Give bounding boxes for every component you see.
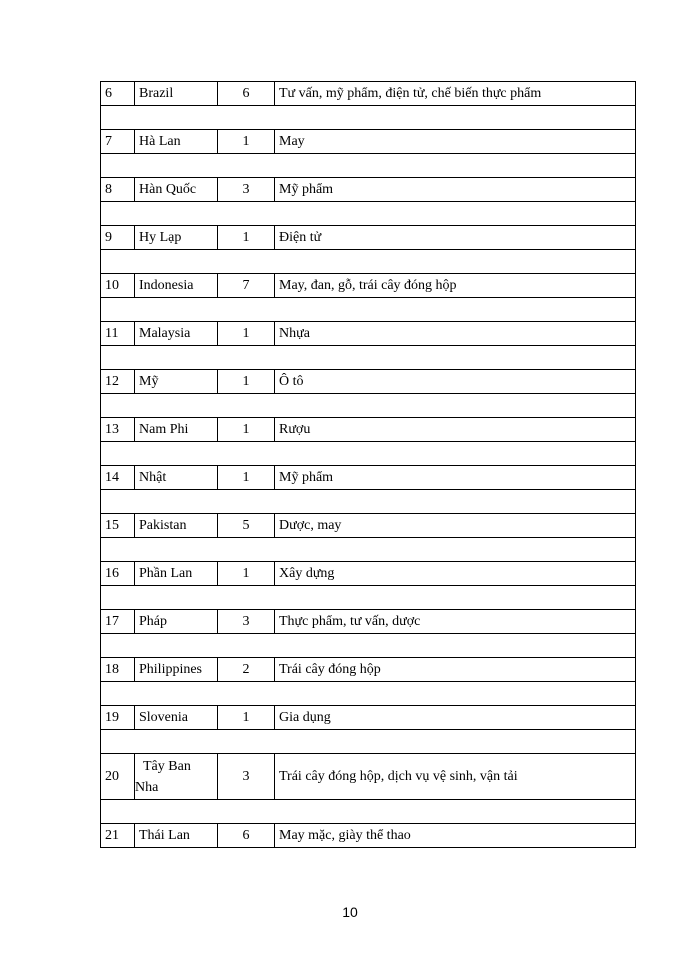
industry-field: Dược, may — [275, 514, 636, 538]
table-row — [101, 370, 636, 394]
industry-field: Xây dựng — [275, 562, 636, 586]
spacer-row — [101, 202, 636, 226]
country-name: Pakistan — [135, 514, 218, 538]
spacer-row — [101, 106, 636, 130]
page-number: 10 — [342, 904, 358, 920]
spacer-row — [101, 682, 636, 706]
company-count: 5 — [218, 514, 275, 538]
row-number: 19 — [101, 706, 135, 730]
country-name: Slovenia — [135, 706, 218, 730]
table-row — [101, 226, 636, 250]
industry-field: Trái cây đóng hộp, dịch vụ vệ sinh, vận tải — [275, 754, 636, 800]
company-count: 6 — [218, 824, 275, 848]
row-number: 7 — [101, 130, 135, 154]
company-count: 1 — [218, 418, 275, 442]
row-number: 8 — [101, 178, 135, 202]
country-name — [135, 754, 218, 800]
company-count: 1 — [218, 370, 275, 394]
row-number: 6 — [101, 82, 135, 106]
industry-field: Rượu — [275, 418, 636, 442]
company-count: 1 — [218, 562, 275, 586]
country-name: Indonesia — [135, 274, 218, 298]
table-row — [101, 754, 636, 800]
country-name: Nhật — [135, 466, 218, 490]
table-row — [101, 274, 636, 298]
table-row — [101, 466, 636, 490]
industry-field: Mỹ phẩm — [275, 466, 636, 490]
table-row — [101, 178, 636, 202]
company-count: 2 — [218, 658, 275, 682]
row-number: 20 — [101, 754, 135, 800]
spacer-row — [101, 586, 636, 610]
industry-field: May, đan, gỗ, trái cây đóng hộp — [275, 274, 636, 298]
table-row — [101, 322, 636, 346]
table-row — [101, 514, 636, 538]
industry-field: Điện tử — [275, 226, 636, 250]
country-name: Mỹ — [135, 370, 218, 394]
table-row — [101, 562, 636, 586]
industry-field: Nhựa — [275, 322, 636, 346]
row-number: 17 — [101, 610, 135, 634]
company-count: 1 — [218, 130, 275, 154]
company-count: 3 — [218, 178, 275, 202]
industry-field: Tư vấn, mỹ phẩm, điện tử, chế biến thực phẩm — [275, 82, 636, 106]
country-name: Thái Lan — [135, 824, 218, 848]
table-row — [101, 418, 636, 442]
table-row — [101, 706, 636, 730]
country-name: Hàn Quốc — [135, 178, 218, 202]
row-number: 18 — [101, 658, 135, 682]
country-name: Philippines — [135, 658, 218, 682]
row-number: 14 — [101, 466, 135, 490]
table-row — [101, 658, 636, 682]
spacer-row — [101, 634, 636, 658]
country-name: Hà Lan — [135, 130, 218, 154]
company-count: 6 — [218, 82, 275, 106]
industry-field: May mặc, giày thể thao — [275, 824, 636, 848]
company-count: 3 — [218, 610, 275, 634]
row-number: 15 — [101, 514, 135, 538]
row-number: 10 — [101, 274, 135, 298]
industry-field: Mỹ phẩm — [275, 178, 636, 202]
table-row — [101, 130, 636, 154]
industry-field: Trái cây đóng hộp — [275, 658, 636, 682]
company-count: 1 — [218, 466, 275, 490]
spacer-row — [101, 394, 636, 418]
country-name-line-2: Nha — [135, 779, 159, 795]
country-name: Nam Phi — [135, 418, 218, 442]
table-row — [101, 610, 636, 634]
row-number: 12 — [101, 370, 135, 394]
industry-field: May — [275, 130, 636, 154]
country-name: Brazil — [135, 82, 218, 106]
spacer-row — [101, 298, 636, 322]
company-count: 1 — [218, 322, 275, 346]
country-name: Pháp — [135, 610, 218, 634]
spacer-row — [101, 250, 636, 274]
spacer-row — [101, 154, 636, 178]
spacer-row — [101, 442, 636, 466]
company-count: 3 — [218, 754, 275, 800]
investor-country-table — [100, 81, 636, 848]
country-name: Malaysia — [135, 322, 218, 346]
industry-field: Thực phẩm, tư vấn, dược — [275, 610, 636, 634]
spacer-row — [101, 346, 636, 370]
row-number: 16 — [101, 562, 135, 586]
country-name: Phần Lan — [135, 562, 218, 586]
company-count: 1 — [218, 706, 275, 730]
company-count: 7 — [218, 274, 275, 298]
spacer-row — [101, 490, 636, 514]
country-name: Hy Lạp — [135, 226, 218, 250]
row-number: 13 — [101, 418, 135, 442]
industry-field: Gia dụng — [275, 706, 636, 730]
row-number: 11 — [101, 322, 135, 346]
table-row — [101, 824, 636, 848]
spacer-row — [101, 538, 636, 562]
company-count: 1 — [218, 226, 275, 250]
row-number: 21 — [101, 824, 135, 848]
spacer-row — [101, 800, 636, 824]
industry-field: Ô tô — [275, 370, 636, 394]
table-row — [101, 82, 636, 106]
country-name-line-1: Tây Ban — [143, 758, 191, 774]
row-number: 9 — [101, 226, 135, 250]
spacer-row — [101, 730, 636, 754]
